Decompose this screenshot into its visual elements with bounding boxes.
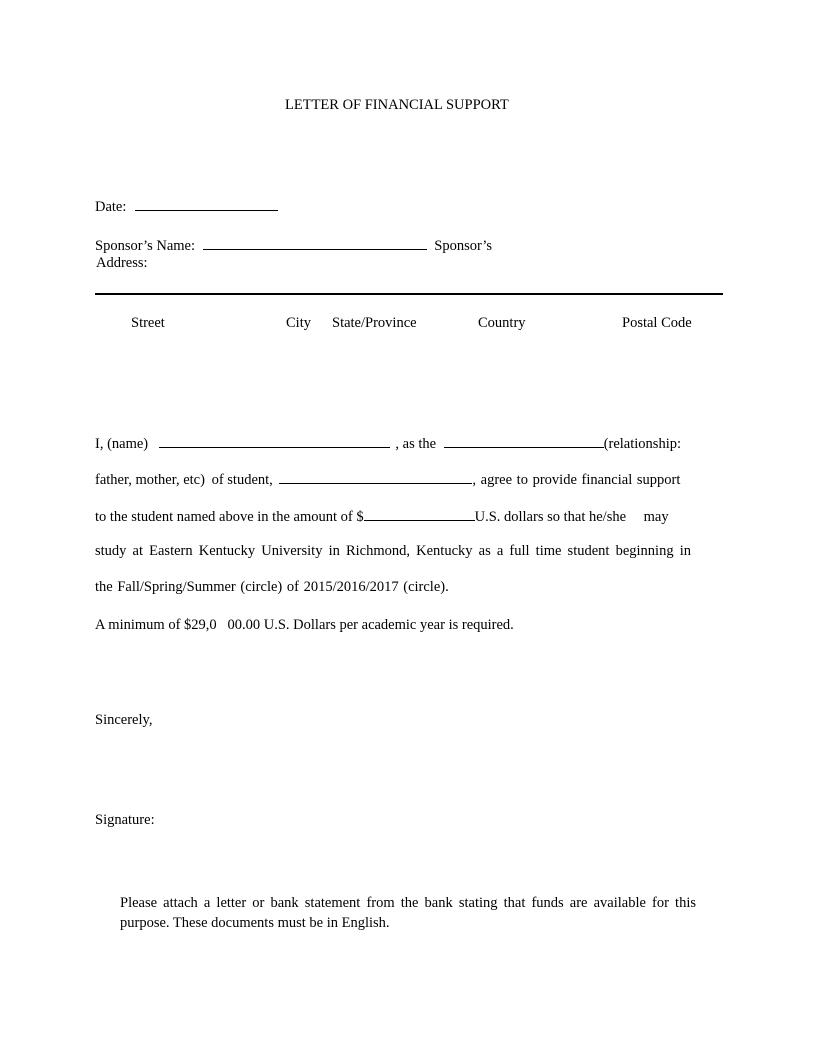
sponsor-address-label-cont: Address: (96, 255, 148, 271)
as-the-label: , as the (395, 436, 437, 452)
sponsor-address-label: Sponsor’s (434, 238, 493, 254)
relationship-blank[interactable] (444, 435, 604, 448)
address-col-street: Street (131, 315, 165, 331)
body-line-1 (95, 435, 700, 452)
of-student-label: of student, (211, 472, 273, 488)
sponsor-name-label: Sponsor’s Name: (95, 238, 196, 254)
name-blank[interactable] (159, 435, 390, 448)
amount-blank[interactable] (364, 508, 475, 521)
minimum-requirement: A minimum of $29,0 00.00 U.S. Dollars per academic year is required. (95, 617, 514, 633)
address-col-postal-code: Postal Code (622, 315, 692, 331)
relationship-label: (relationship: (603, 436, 682, 452)
closing: Sincerely, (95, 712, 153, 728)
signature-label: Signature: (95, 812, 155, 828)
amount-text: to the student named above in the amount of $ (95, 509, 364, 525)
sponsor-name-blank[interactable] (203, 237, 427, 250)
date-blank[interactable] (135, 198, 278, 211)
attachment-note: Please attach a letter or bank statement from the bank stating that funds are available for this purpose. These documents must be in English. (120, 895, 696, 931)
date-label: Date: (95, 199, 127, 215)
student-name-blank[interactable] (279, 471, 472, 484)
usd-text: U.S. dollars so that he/she (474, 509, 627, 525)
address-line[interactable] (95, 293, 723, 295)
address-col-state: State/Province (332, 315, 417, 331)
sponsor-name-row (95, 237, 492, 254)
relationship-examples: father, mother, etc) (95, 472, 205, 488)
body-line-2 (95, 471, 700, 488)
name-label: I, (name) (95, 436, 149, 452)
agree-text: , agree to provide financial support (472, 472, 681, 488)
body-line-5: the Fall/Spring/Summer (circle) of 2015/2016/2017 (circle). (95, 579, 449, 595)
body-line-4: study at Eastern Kentucky University in Richmond, Kentucky as a full time student beginning in (95, 543, 691, 559)
body-line-3 (95, 508, 700, 525)
may-text: may (643, 509, 669, 525)
document-title: LETTER OF FINANCIAL SUPPORT (285, 97, 509, 113)
date-row (95, 198, 278, 215)
address-col-country: Country (478, 315, 526, 331)
address-col-city: City (286, 315, 311, 331)
